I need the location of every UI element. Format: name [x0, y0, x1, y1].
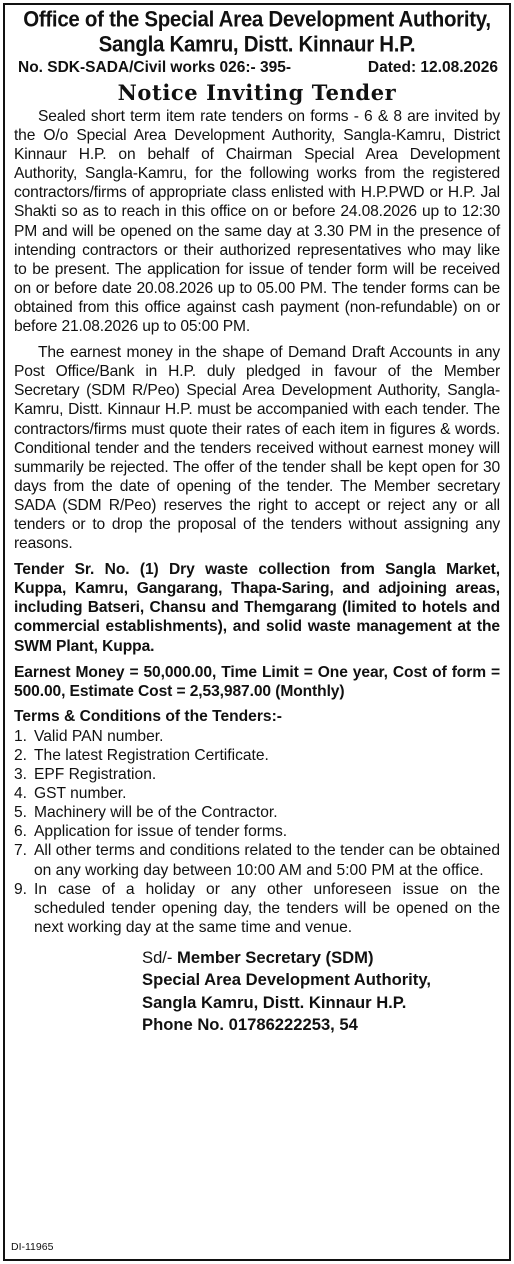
notice-date: Dated: 12.08.2026: [367, 59, 498, 76]
list-item: 3. EPF Registration.: [14, 766, 157, 784]
advertisement-code: DI-11965: [11, 1241, 54, 1253]
list-item: 7. All other terms and conditions related to the tender can be obtained on any working day between 10:00 AM and 5:00 PM at the office.: [14, 842, 500, 879]
paragraph-invitation: Sealed short term item rate tenders on forms - 6 & 8 are invited by the O/o Special Area Development Authority, Sangla-Kamru, District Kinnaur H.P. on behalf of Chairman Special Area Development Authority, Sangla-Kamru, for the following works from the registered contractors/firms of appropriate class enlisted with H.P.PWD or H.P. Jal Shakti so as to reach in this office on or before 24.08.2026 up to 12:30 PM and will be opened on the same day at 3.30 PM in the presence of intending contractors or their authorized representatives who may like to be present. The application for issue of tender form will be received on or before date 20.08.2026 up to 05.00 PM. The tender forms can be obtained from this office against cash payment (non-refundable) on or before 21.08.2026 up to 05:00 PM.: [14, 108, 500, 336]
list-item: 9. In case of a holiday or any other unforeseen issue on the scheduled tender opening day, the tenders will be opened on the next working day at the same time and venue.: [14, 880, 500, 936]
office-name: [14, 7, 500, 57]
reference-number: No. SDK-SADA/Civil works 026:- 395-: [18, 59, 292, 76]
list-item: 2. The latest Registration Certificate.: [14, 747, 269, 764]
terms-title: Terms & Conditions of the Tenders:-: [14, 707, 282, 725]
notice-title: Notice Inviting Tender: [117, 80, 397, 105]
list-item: 6. Application for issue of tender forms.: [14, 823, 288, 841]
signatory-designation: Member Secretary (SDM): [177, 947, 374, 967]
signatory-address: Sangla Kamru, Distt. Kinnaur H.P.: [142, 992, 407, 1012]
signature-block: [142, 947, 500, 1037]
office-line-2: Sangla Kamru, Distt. Kinnaur H.P.: [98, 32, 416, 57]
signatory-office: Special Area Development Authority,: [142, 970, 431, 990]
paragraph-earnest-money: The earnest money in the shape of Demand Draft Accounts in any Post Office/Bank in H.P. duly pledged in favour of the Member Secretary (SDM R/Peo) Special Area Development Authority, Sangla-Kamru, Distt. Kinnaur H.P. must be accompanied with each tender. The contractors/firms must quote their rates of each item in figures & words. Conditional tender and the tenders received without earnest money will summarily be rejected. The offer of the tender shall be kept open for 30 days from the date of opening of the tender. The Member secretary SADA (SDM R/Peo) reserves the right to accept or reject any or all tenders or to drop the proposal of the tenders without assigning any reasons.: [14, 344, 500, 553]
list-item: 4. GST number.: [14, 785, 127, 803]
office-line-1: Office of the Special Area Development Authority,: [23, 7, 491, 32]
reference-line: [14, 58, 500, 78]
signature-designation-line: [142, 947, 500, 969]
notice-frame: [3, 3, 511, 1261]
terms-list: [14, 727, 500, 937]
list-item: 5. Machinery will be of the Contractor.: [14, 804, 278, 822]
sd-prefix: Sd/-: [142, 947, 178, 967]
signatory-phone: Phone No. 01786222253, 54: [142, 1015, 358, 1035]
tender-financial-terms: Earnest Money = 50,000.00, Time Limit = One year, Cost of form = 500.00, Estimate Cost = 2,53,987.00 (Monthly): [14, 663, 500, 700]
tender-item-description: Tender Sr. No. (1) Dry waste collection from Sangla Market, Kuppa, Kamru, Gangarang, Thapa-Saring, and adjoining areas, including Batseri, Chansu and Themgarang (limited to hotels and commercial establishments), and solid waste management at the SWM Plant, Kuppa.: [14, 561, 500, 655]
list-item: 1. Valid PAN number.: [14, 727, 164, 745]
